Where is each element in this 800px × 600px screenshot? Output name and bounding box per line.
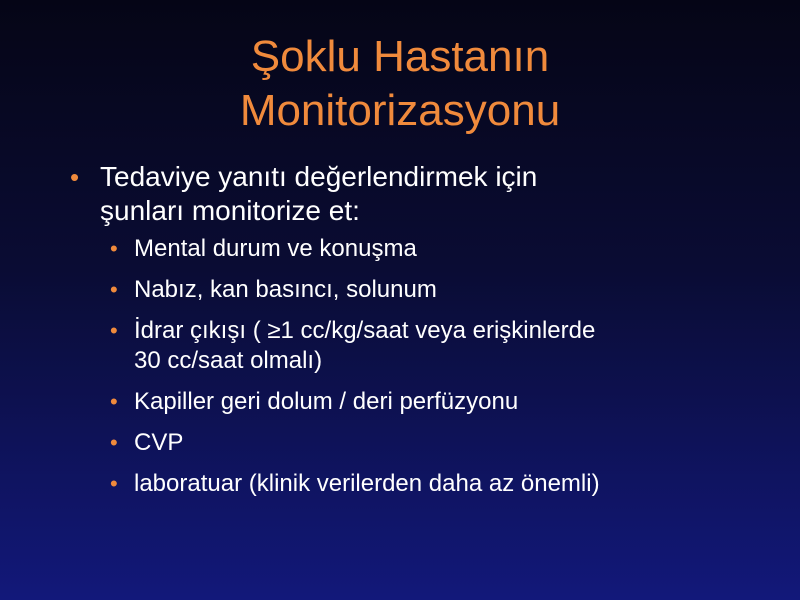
sub-bullet-vitals bbox=[110, 275, 770, 305]
sub-bullet-text: laboratuar (klinik verilerden daha az önemli) bbox=[134, 470, 600, 497]
main-bullet-line-1: Tedaviye yanıtı değerlendirmek için bbox=[100, 161, 538, 192]
bullet-marker: • bbox=[110, 236, 118, 261]
main-bullet-line-2: şunları monitorize et: bbox=[100, 195, 360, 226]
slide-title bbox=[0, 30, 800, 138]
slide-title-line-2: Monitorizasyonu bbox=[239, 86, 561, 135]
bullet-marker: • bbox=[110, 389, 118, 414]
sub-bullet-laboratory bbox=[110, 469, 770, 499]
sub-bullet-text: CVP bbox=[134, 429, 184, 456]
slide-content bbox=[70, 160, 770, 510]
bullet-marker: • bbox=[110, 430, 118, 455]
sub-bullet-capillary-refill bbox=[110, 387, 770, 417]
sub-bullet-list bbox=[70, 234, 770, 499]
sub-bullet-text: Mental durum ve konuşma bbox=[134, 235, 417, 262]
sub-bullet-text: Kapiller geri dolum / deri perfüzyonu bbox=[134, 388, 519, 415]
sub-bullet-text: İdrar çıkışı ( ≥1 cc/kg/saat veya erişkinlerde bbox=[134, 317, 596, 344]
bullet-marker: • bbox=[70, 162, 80, 192]
slide-title-line-1: Şoklu Hastanın bbox=[250, 32, 550, 81]
sub-bullet-text: Nabız, kan basıncı, solunum bbox=[134, 276, 437, 303]
bullet-marker: • bbox=[110, 318, 118, 343]
sub-bullet-urine-output bbox=[110, 316, 770, 376]
sub-bullet-cvp bbox=[110, 428, 770, 458]
bullet-marker: • bbox=[110, 277, 118, 302]
main-bullet bbox=[70, 160, 770, 228]
sub-bullet-mental-status bbox=[110, 234, 770, 264]
bullet-marker: • bbox=[110, 471, 118, 496]
sub-bullet-text-continued: 30 cc/saat olmalı) bbox=[134, 347, 323, 374]
